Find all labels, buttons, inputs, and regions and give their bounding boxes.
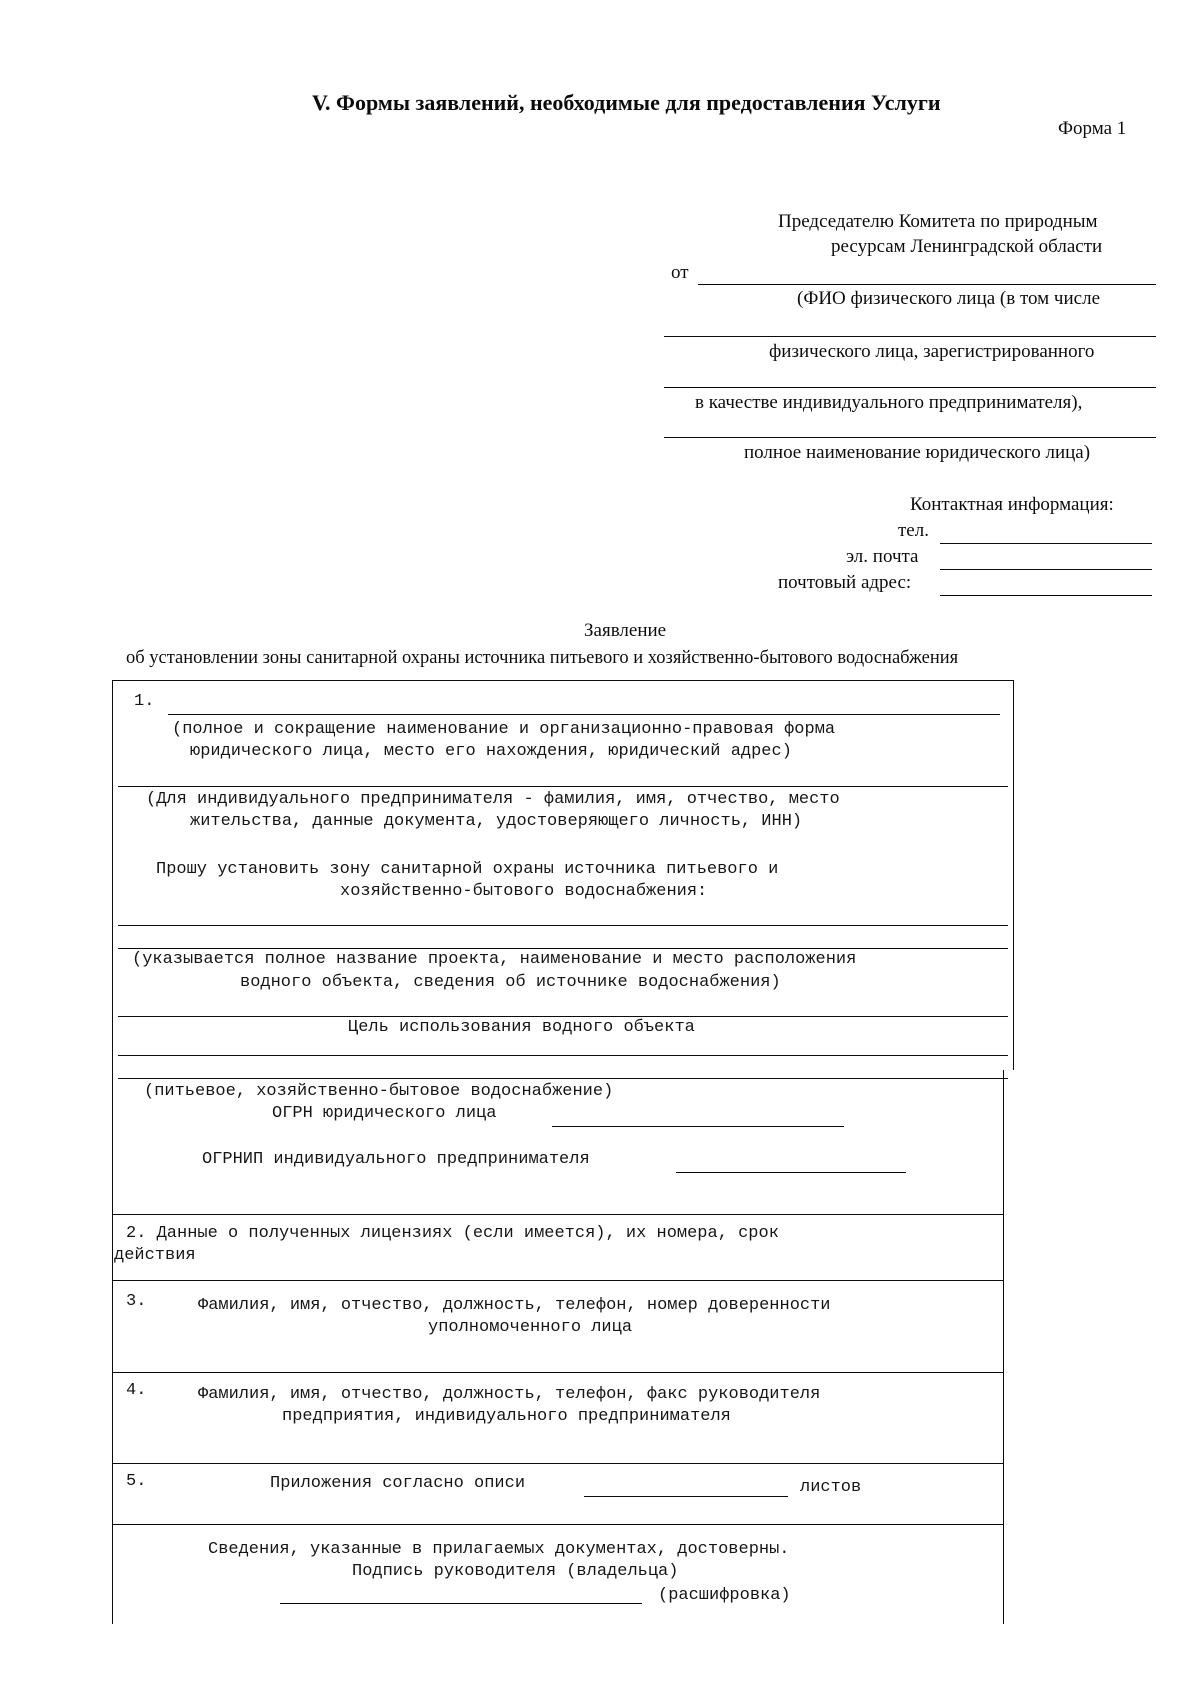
section1-ogrnip-label: ОГРНИП индивидуального предпринимателя bbox=[202, 1150, 590, 1169]
email-field-line[interactable] bbox=[940, 569, 1152, 570]
section1-request-2: хозяйственно-бытового водоснабжения: bbox=[340, 882, 708, 901]
section3-text-2: уполномоченного лица bbox=[428, 1318, 633, 1337]
email-label: эл. почта bbox=[846, 546, 919, 567]
section1-field-line-2[interactable] bbox=[118, 786, 1008, 787]
section4-text-1: Фамилия, имя, отчество, должность, телефон, факс руководителя bbox=[198, 1385, 821, 1404]
section1-purpose-line-1[interactable] bbox=[118, 1055, 1008, 1056]
from-label: от bbox=[671, 262, 689, 283]
ogrnip-field-line[interactable] bbox=[676, 1172, 906, 1173]
section2-text-2: действия bbox=[114, 1246, 196, 1265]
signature-top-border bbox=[112, 1524, 1004, 1525]
form-number: Форма 1 bbox=[1058, 118, 1127, 139]
section1-field-line-5[interactable] bbox=[118, 1016, 1008, 1017]
section1-purpose-line-2[interactable] bbox=[118, 1078, 1008, 1079]
table-right-border bbox=[1013, 680, 1014, 1070]
attachments-count-line[interactable] bbox=[584, 1496, 788, 1497]
section2-top-border bbox=[112, 1214, 1004, 1215]
section4-top-border bbox=[112, 1372, 1004, 1373]
phone-field-line[interactable] bbox=[940, 543, 1152, 544]
section1-purpose-label: Цель использования водного объекта bbox=[348, 1018, 695, 1037]
addressee-line-2: ресурсам Ленинградской области bbox=[831, 236, 1103, 257]
section3-text-1: Фамилия, имя, отчество, должность, телефон, номер доверенности bbox=[198, 1296, 831, 1315]
statement-subtitle: об установлении зоны санитарной охраны источника питьевого и хозяйственно-бытового водоснабжения bbox=[126, 648, 959, 668]
section1-hint-ip-1: (Для индивидуального предпринимателя - фамилия, имя, отчество, место bbox=[146, 790, 840, 809]
section5-top-border bbox=[112, 1463, 1004, 1464]
addressee-line-1: Председателю Комитета по природным bbox=[778, 211, 1098, 232]
page-title: V. Формы заявлений, необходимые для предоставления Услуги bbox=[312, 90, 941, 115]
section1-hint-project-1: (указывается полное название проекта, наименование и место расположения bbox=[132, 950, 857, 969]
ogrn-field-line[interactable] bbox=[552, 1126, 844, 1127]
section1-hint-legal-1: (полное и сокращение наименование и организационно-правовая форма bbox=[172, 720, 836, 739]
from-field-line-3[interactable] bbox=[664, 387, 1156, 388]
section5-label: Приложения согласно описи bbox=[270, 1474, 526, 1493]
table-top-border bbox=[112, 680, 1014, 681]
section1-field-line-3[interactable] bbox=[118, 925, 1008, 926]
section1-field-line-1[interactable] bbox=[168, 714, 1000, 715]
section1-ogrn-label: ОГРН юридического лица bbox=[272, 1104, 497, 1123]
postal-label: почтовый адрес: bbox=[778, 572, 912, 593]
section1-field-line-4[interactable] bbox=[118, 948, 1008, 949]
signature-field-line[interactable] bbox=[280, 1603, 642, 1604]
table-right-border-lower bbox=[1003, 1070, 1004, 1624]
addressee-hint-1: (ФИО физического лица (в том числе bbox=[797, 288, 1100, 309]
signature-decode: (расшифровка) bbox=[658, 1586, 791, 1605]
from-field-line-4[interactable] bbox=[664, 437, 1156, 438]
section2-text-1: 2. Данные о полученных лицензиях (если имеется), их номера, срок bbox=[126, 1224, 779, 1243]
addressee-hint-2: физического лица, зарегистрированного bbox=[769, 341, 1095, 362]
contacts-heading: Контактная информация: bbox=[910, 494, 1114, 515]
section1-hint-legal-2: юридического лица, место его нахождения, юридический адрес) bbox=[190, 742, 792, 761]
phone-label: тел. bbox=[898, 520, 929, 541]
signature-line-2: Подпись руководителя (владельца) bbox=[352, 1562, 679, 1581]
statement-title: Заявление bbox=[584, 620, 667, 641]
from-field-line-2[interactable] bbox=[664, 336, 1156, 337]
postal-field-line[interactable] bbox=[940, 595, 1152, 596]
section1-number: 1. bbox=[134, 692, 155, 711]
from-field-line[interactable] bbox=[698, 284, 1156, 285]
section3-number: 3. bbox=[126, 1292, 147, 1311]
section5-number: 5. bbox=[126, 1472, 147, 1491]
section3-top-border bbox=[112, 1280, 1004, 1281]
addressee-hint-3: в качестве индивидуального предпринимателя), bbox=[695, 392, 1083, 413]
section1-request-1: Прошу установить зону санитарной охраны источника питьевого и bbox=[156, 860, 779, 879]
addressee-hint-4: полное наименование юридического лица) bbox=[744, 442, 1091, 463]
section1-purpose-hint: (питьевое, хозяйственно-бытовое водоснабжение) bbox=[144, 1082, 614, 1101]
section1-hint-ip-2: жительства, данные документа, удостоверяющего личность, ИНН) bbox=[190, 812, 803, 831]
section1-hint-project-2: водного объекта, сведения об источнике водоснабжения) bbox=[240, 973, 781, 992]
section4-number: 4. bbox=[126, 1381, 147, 1400]
section4-text-2: предприятия, индивидуального предпринимателя bbox=[282, 1407, 731, 1426]
section5-unit: листов bbox=[800, 1478, 862, 1497]
table-left-border bbox=[112, 680, 113, 1624]
signature-line-1: Сведения, указанные в прилагаемых документах, достоверны. bbox=[208, 1540, 790, 1559]
